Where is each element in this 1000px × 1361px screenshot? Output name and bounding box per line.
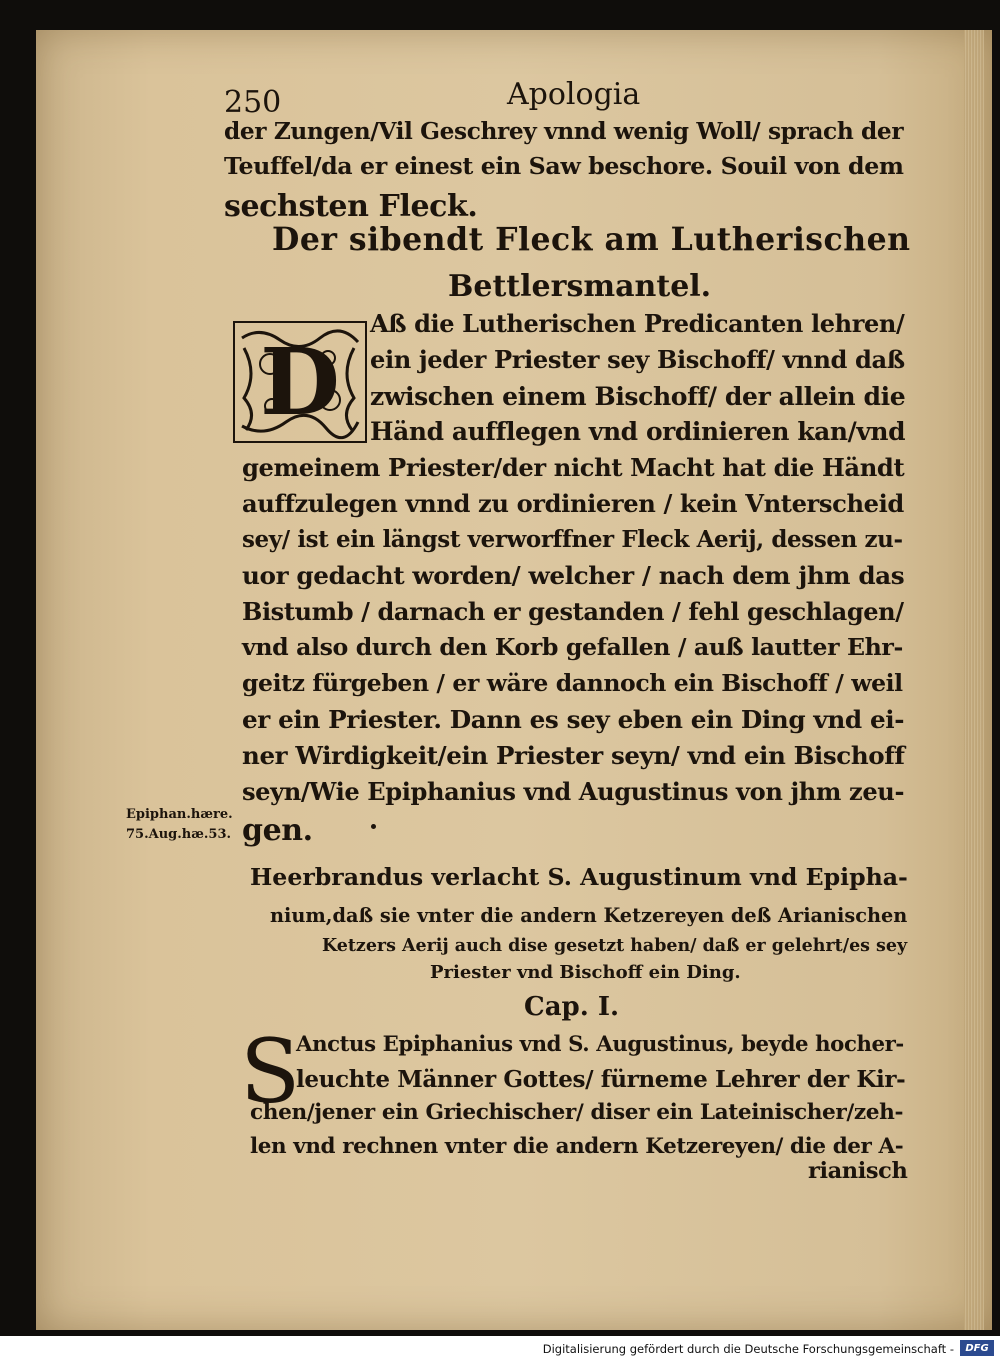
carryover-line: Teuffel/da er einest ein Saw beschore. Souil von dem	[224, 152, 904, 180]
decorated-initial	[230, 318, 370, 446]
body-line: vnd also durch den Korb gefallen / auß lautter Ehr-	[242, 633, 903, 661]
page-fore-edge	[964, 30, 984, 1330]
chapter-heading-line: Ketzers Aerij auch dise gesetzt haben/ daß er gelehrt/es sey	[322, 936, 908, 956]
chapter-text-line: leuchte Männer Gottes/ fürneme Lehrer der Kir-	[296, 1066, 906, 1093]
carryover-line: sechsten Fleck.	[224, 189, 478, 224]
chapter-text-line: chen/jener ein Griechischer/ diser ein Lateinischer/zeh-	[250, 1100, 904, 1125]
section-subtitle: Bettlersmantel.	[448, 269, 712, 304]
body-line: zwischen einem Bischoff/ der allein die	[370, 381, 906, 411]
chapter-text-line: Anctus Epiphanius vnd S. Augustinus, beyde hocher-	[296, 1032, 904, 1057]
chapter-text-line: rianisch	[808, 1158, 908, 1184]
body-line: geitz fürgeben / er wäre dannoch ein Bischoff / weil	[242, 669, 903, 697]
margin-note: Epiphan.hære.	[126, 807, 233, 822]
body-line: gen.	[242, 813, 313, 848]
chapter-text-line: len vnd rechnen vnter die andern Ketzereyen/ die der A-	[250, 1134, 904, 1159]
body-line: Händ aufflegen vnd ordinieren kan/vnd	[370, 417, 906, 446]
chapter-heading-line: nium,daß sie vnter die andern Ketzereyen deß Arianischen	[270, 904, 908, 927]
chapter-heading-line: Heerbrandus verlacht S. Augustinum vnd Epipha-	[250, 863, 908, 891]
chapter-heading-line: Priester vnd Bischoff ein Ding.	[430, 962, 741, 983]
body-line: gemeinem Priester/der nicht Macht hat die Händt	[242, 453, 905, 482]
body-line: ein jeder Priester sey Bischoff/ vnnd daß	[370, 345, 905, 374]
margin-note: 75.Aug.hæ.53.	[126, 827, 232, 842]
body-line: Bistumb / darnach er gestanden / fehl geschlagen/	[242, 597, 904, 626]
ornament-initial-icon	[230, 318, 370, 446]
body-line: seyn/Wie Epiphanius vnd Augustinus von jhm zeu-	[242, 777, 905, 806]
body-line: ner Wirdigkeit/ein Priester seyn/ vnd ein Bischoff	[242, 741, 905, 770]
body-line: er ein Priester. Dann es sey eben ein Ding vnd ei-	[242, 705, 905, 734]
dfg-logo-icon: DFG	[960, 1340, 994, 1356]
body-line: Aß die Lutherischen Predicanten lehren/	[370, 309, 905, 338]
initial-letter: D	[260, 328, 340, 436]
footer-credit: Digitalisierung gefördert durch die Deutsche Forschungsgemeinschaft -	[542, 1342, 954, 1356]
running-head: Apologia	[507, 77, 641, 112]
carryover-line: der Zungen/Vil Geschrey vnnd wenig Woll/ sprach der	[224, 118, 904, 145]
large-initial: S	[240, 1020, 301, 1123]
section-title: Der sibendt Fleck am Lutherischen	[272, 221, 911, 258]
ink-mark	[371, 824, 376, 829]
body-line: uor gedacht worden/ welcher / nach dem jhm das	[242, 561, 905, 590]
page-number: 250	[224, 85, 282, 120]
chapter-label: Cap. I.	[524, 992, 620, 1022]
body-line: auffzulegen vnnd zu ordinieren / kein Vnterscheid	[242, 489, 904, 518]
body-line: sey/ ist ein längst verworffner Fleck Aerij, dessen zu-	[242, 526, 903, 553]
